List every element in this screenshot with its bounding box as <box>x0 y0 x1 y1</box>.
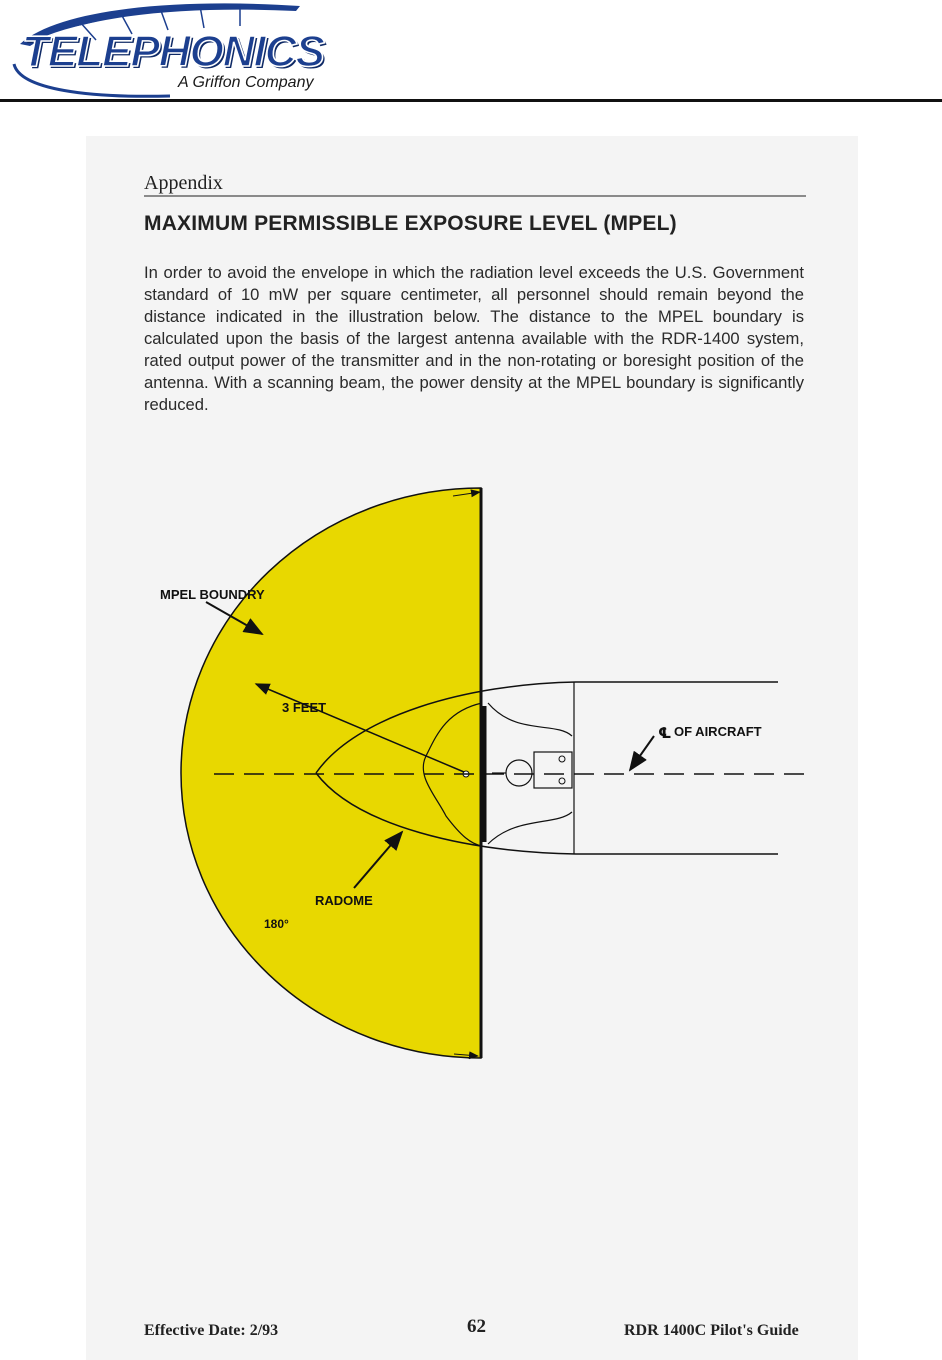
document-header <box>0 0 942 104</box>
footer-effective-date: Effective Date: 2/93 <box>144 1322 279 1339</box>
antenna-mount <box>534 752 572 788</box>
header-divider <box>0 99 942 102</box>
mpel-envelope <box>181 488 481 1058</box>
section-label: Appendix <box>144 172 223 194</box>
boundary-label: MPEL BOUNDRY <box>160 587 265 602</box>
antenna-drive <box>506 760 532 786</box>
page-title: MAXIMUM PERMISSIBLE EXPOSURE LEVEL (MPEL) <box>144 212 677 235</box>
radome-label: RADOME <box>315 893 373 908</box>
distance-label: 3 FEET <box>282 700 327 715</box>
scanned-page <box>86 136 858 1360</box>
footer-page-number: 62 <box>467 1316 486 1337</box>
logo-tagline: A Griffon Company <box>178 74 314 91</box>
body-paragraph: In order to avoid the envelope in which the radiation level exceeds the U.S. Government standard of 10 mW per square centimeter, all personnel should remain beyond the distance indicated in the illustration below. The distance to the MPEL boundary is calculated upon the basis of the largest antenna available with the RDR-1400 system, rated output power of the transmitter and in the non-rotating or boresight position of the antenna. With a scanning beam, the power density at the MPEL boundary is significantly reduced. <box>144 263 804 414</box>
centerline-callout <box>630 736 654 770</box>
angle-label: 180° <box>264 917 289 931</box>
logo-wordmark: TELEPHONICS <box>22 27 324 76</box>
mpel-diagram <box>86 136 858 1360</box>
centerline-symbol: ℄ <box>658 724 672 742</box>
centerline-label: OF AIRCRAFT <box>674 724 762 739</box>
footer-guide-title: RDR 1400C Pilot's Guide <box>624 1322 799 1339</box>
